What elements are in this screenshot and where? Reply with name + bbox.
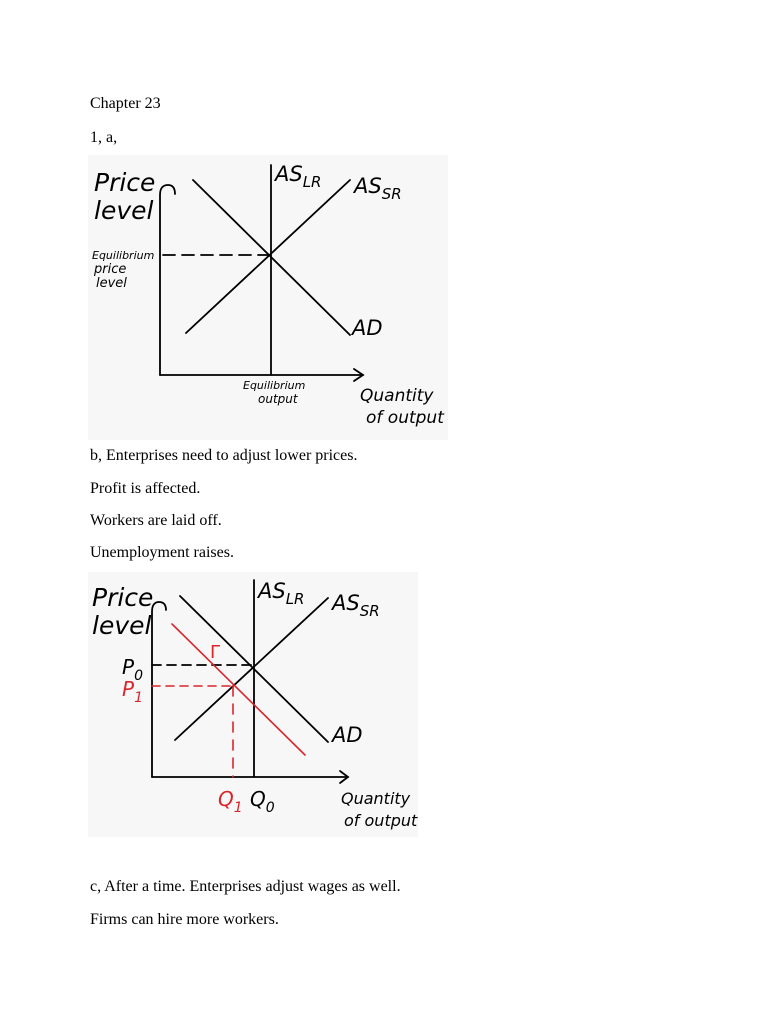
as-sr-label: $AS_{SR}$ bbox=[354, 174, 402, 203]
answer-b-line-2: Profit is affected. bbox=[90, 480, 201, 497]
y-axis-label-line1: Price bbox=[92, 583, 154, 612]
p1-label: $P_1$ bbox=[122, 677, 143, 706]
as-lr-label: $AS_{LR}$ bbox=[275, 162, 322, 191]
ad-shift-mark: Γ bbox=[210, 642, 221, 663]
q0-label: $Q_0$ bbox=[250, 787, 275, 816]
answer-b-line-1: b, Enterprises need to adjust lower prices. bbox=[90, 447, 358, 464]
chapter-heading: Chapter 23 bbox=[90, 95, 161, 112]
answer-b-line-4: Unemployment raises. bbox=[90, 544, 234, 561]
eq-output-label-line2: output bbox=[258, 392, 298, 406]
x-axis-label-line2: of output bbox=[366, 408, 444, 428]
eq-price-label-line1: Equilibrium bbox=[92, 249, 155, 262]
as-lr-label: $AS_{LR}$ bbox=[258, 579, 305, 608]
ad-label: AD bbox=[332, 723, 363, 747]
eq-price-label-line3: level bbox=[96, 276, 127, 291]
x-axis-label-line1: Quantity bbox=[360, 386, 434, 406]
eq-price-label-line2: price bbox=[94, 262, 127, 277]
as-sr-label: $AS_{SR}$ bbox=[332, 591, 380, 620]
answer-b-line-3: Workers are laid off. bbox=[90, 512, 222, 529]
y-axis-label-line1: Price bbox=[94, 168, 156, 197]
x-axis-label-line1: Quantity bbox=[341, 789, 411, 808]
y-axis-label-line2: level bbox=[92, 611, 152, 640]
eq-output-label-line1: Equilibrium bbox=[243, 379, 306, 392]
x-axis-label-line2: of output bbox=[344, 811, 418, 830]
question-1a-label: 1, a, bbox=[90, 129, 118, 146]
y-axis-label-line2: level bbox=[94, 196, 154, 225]
q1-label: $Q_1$ bbox=[218, 787, 243, 816]
ad-shift-diagram bbox=[88, 572, 418, 837]
ad-label: AD bbox=[352, 316, 383, 340]
p0-label: $P_0$ bbox=[122, 655, 143, 684]
answer-c-line-2: Firms can hire more workers. bbox=[90, 911, 279, 928]
answer-c-line-1: c, After a time. Enterprises adjust wages as well. bbox=[90, 878, 401, 895]
ad-as-equilibrium-diagram bbox=[88, 155, 448, 440]
